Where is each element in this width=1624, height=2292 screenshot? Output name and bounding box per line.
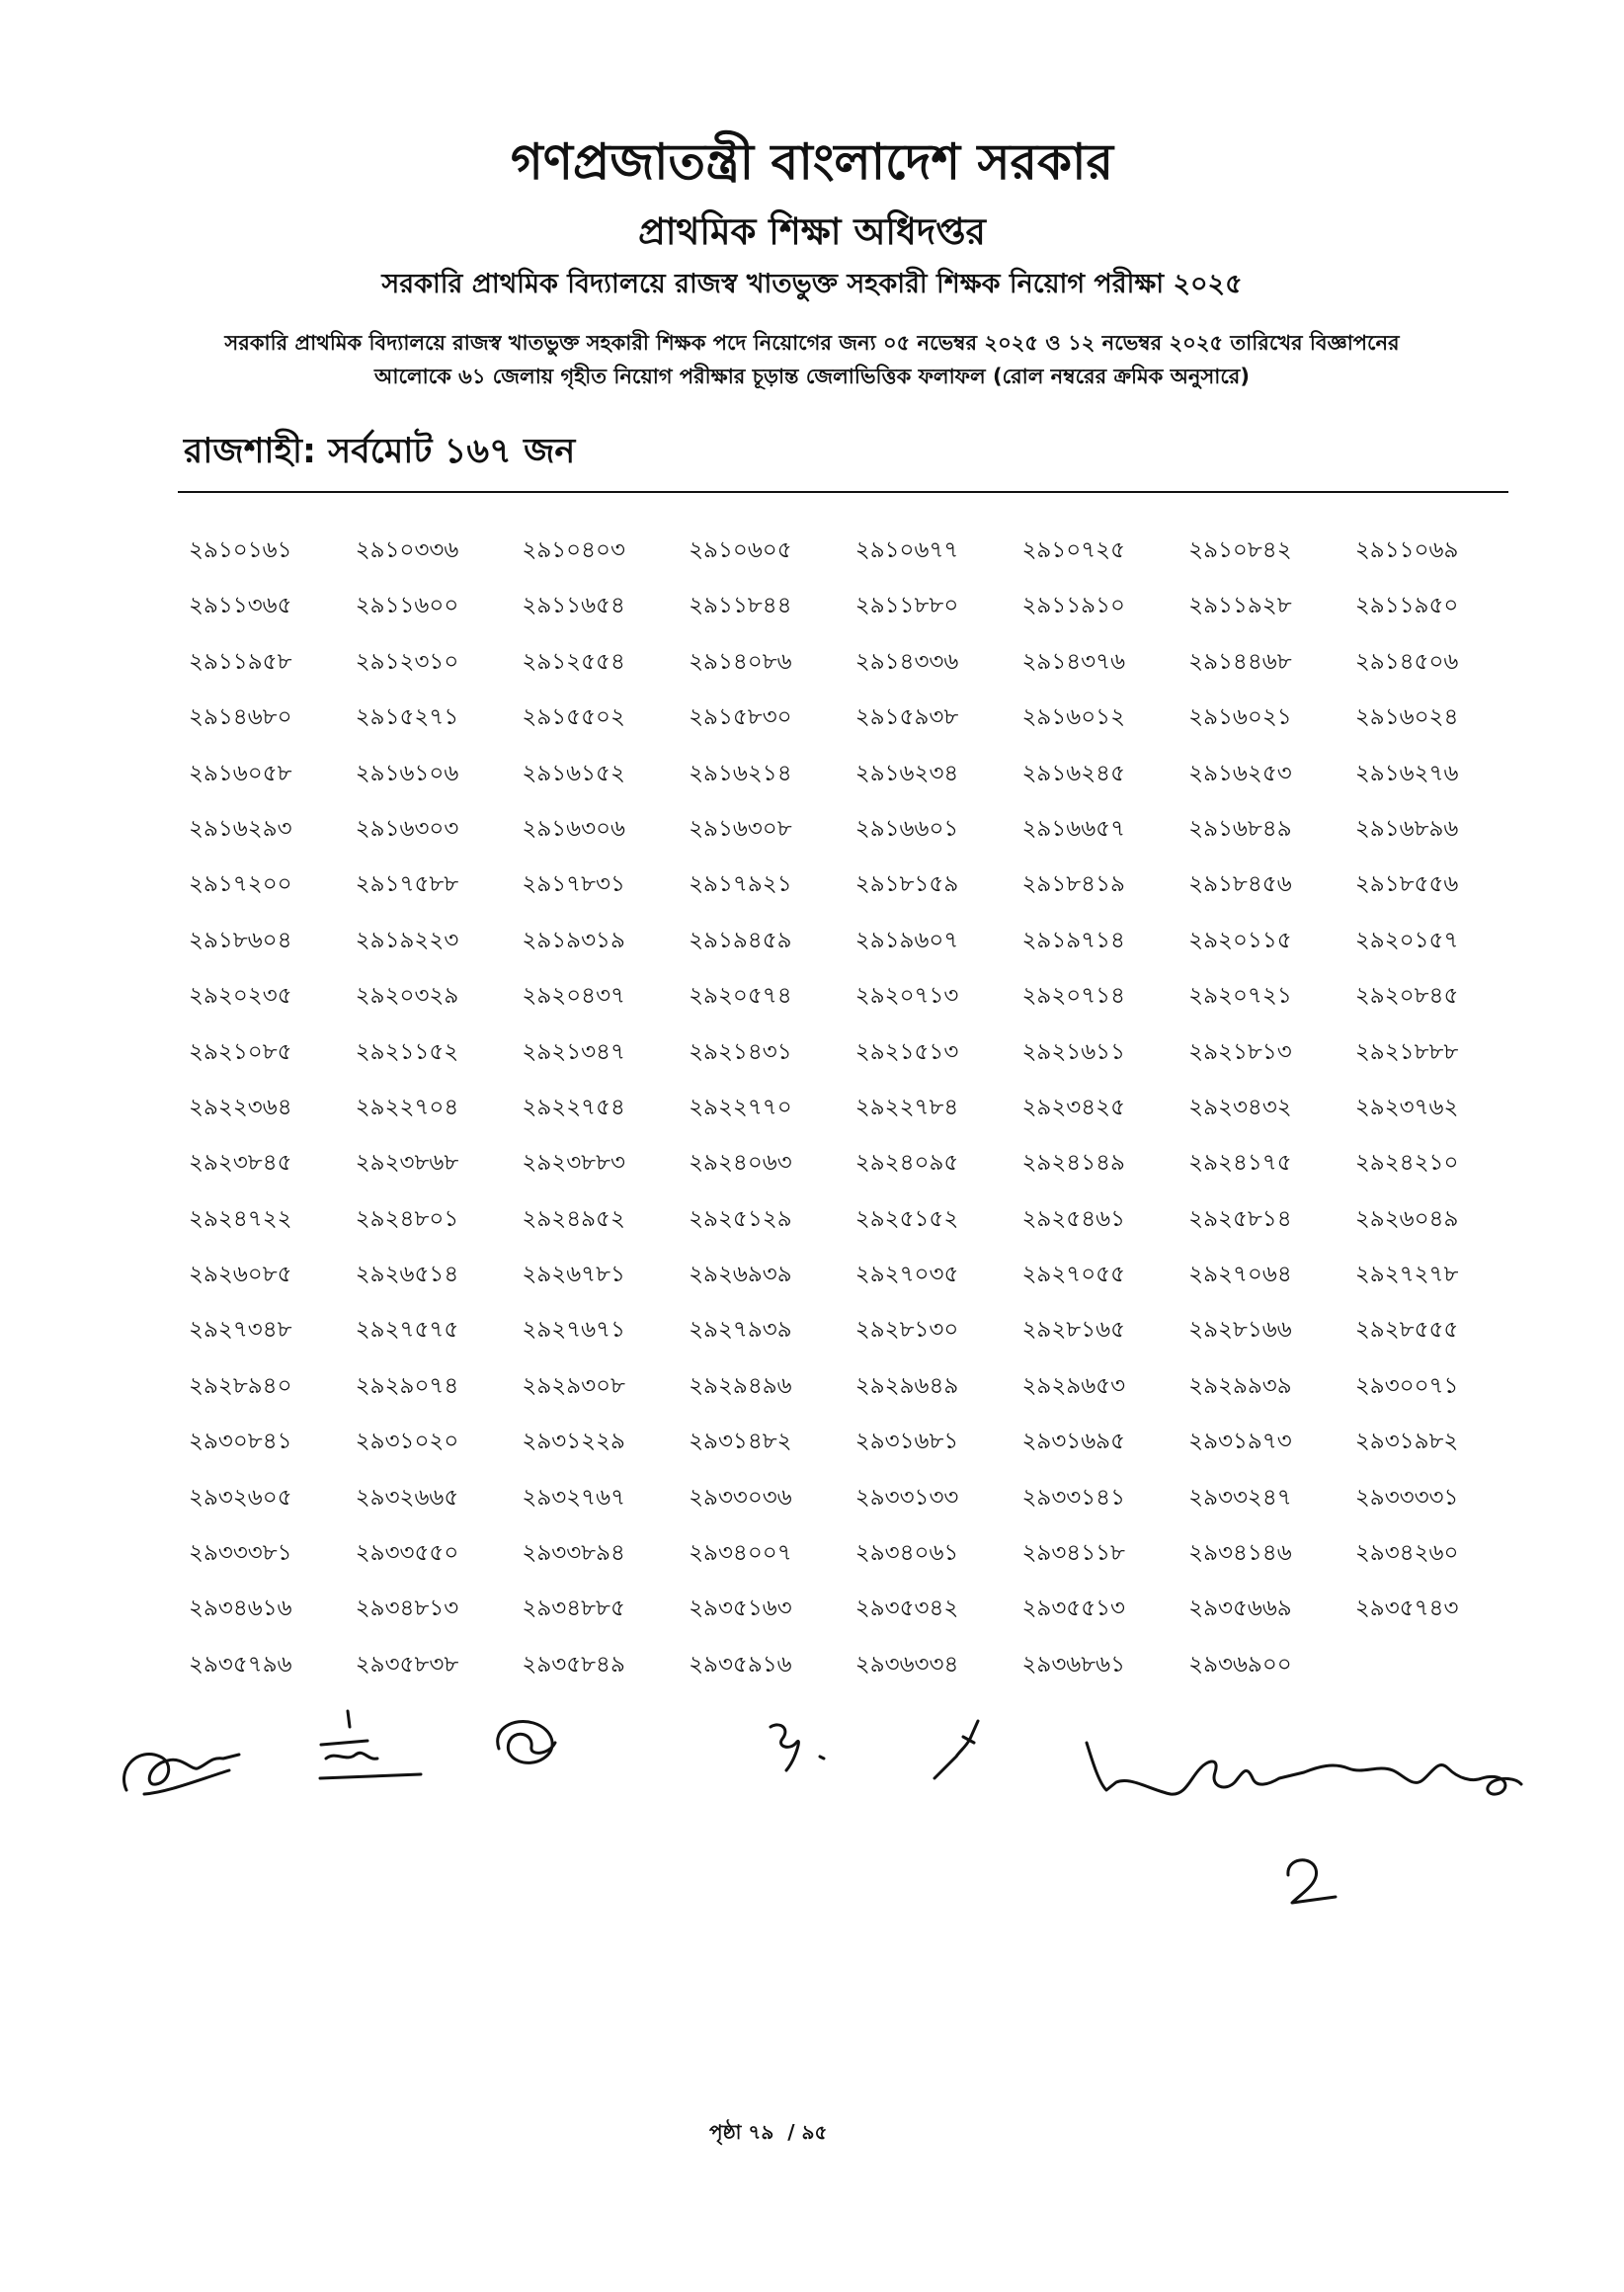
roll-number: ২৯১৬২৯৩	[189, 815, 292, 842]
roll-number: ২৯২৭৫৭৫	[355, 1317, 459, 1344]
roll-number: ২৯৩৩০৩৬	[689, 1484, 792, 1511]
roll-number: ২৯২১০৮৫	[189, 1038, 292, 1065]
roll-number: ২৯২৯৪৯৬	[689, 1372, 792, 1399]
roll-number: ২৯২১৪৩১	[689, 1038, 792, 1065]
roll-number: ২৯১০৭২৫	[1021, 537, 1126, 563]
roll-number: ২৯২৮১৬৬	[1188, 1317, 1292, 1344]
roll-number: ২৯২৩৪২৫	[1021, 1094, 1126, 1120]
roll-number: ২৯১৪৫০৬	[1354, 648, 1459, 675]
roll-number: ২৯১৬১০৬	[355, 760, 459, 786]
exam-title: সরকারি প্রাথমিক বিদ্যালয়ে রাজস্ব খাতভুক্ত সহকারী শিক্ষক নিয়োগ পরীক্ষা ২০২৫	[381, 269, 1243, 299]
roll-number: ২৯১৬৩০৩	[355, 815, 459, 842]
roll-number: ২৯১৪০৮৬	[689, 648, 792, 675]
signature-3	[498, 1721, 555, 1762]
roll-number: ২৯১৮১৫৯	[854, 871, 959, 898]
roll-number: ২৯৩৫৯১৬	[689, 1651, 792, 1678]
roll-number: ২৯২০৪৩৭	[522, 983, 625, 1010]
roll-number: ২৯২৪২১০	[1354, 1150, 1459, 1177]
roll-row	[189, 690, 1522, 745]
roll-number: ২৯১৬২৪৫	[1021, 760, 1125, 786]
roll-number: ২৯১১৬৫৪	[522, 593, 625, 619]
signatures	[0, 1699, 1624, 1926]
roll-number: ২৯৩৩২৪৭	[1188, 1484, 1292, 1511]
roll-number: ২৯২০৭২১	[1188, 983, 1292, 1010]
roll-number: ২৯৩৪৮১৩	[355, 1596, 459, 1622]
roll-number: ২৯৩৩৫৫০	[355, 1540, 459, 1567]
roll-row	[189, 1581, 1522, 1636]
roll-number: ২৯১১৯২৮	[1188, 593, 1292, 619]
roll-number: ২৯২৫১৫২	[854, 1205, 959, 1232]
roll-number: ২৯১৫৫০২	[522, 704, 625, 731]
roll-number: ২৯১২৩১০	[355, 648, 459, 675]
roll-number: ২৯৩১৪৮২	[689, 1429, 792, 1455]
roll-number: ২৯২০২৩৫	[189, 983, 292, 1010]
roll-number: ২৯১৬১৫২	[522, 760, 625, 786]
roll-number: ২৯২৭৩৪৮	[189, 1317, 292, 1344]
roll-number: ২৯১৬৬৫৭	[1021, 815, 1126, 842]
roll-number: ২৯৩২৬৬৫	[355, 1484, 459, 1511]
roll-number: ২৯৩৪০০৭	[689, 1540, 792, 1567]
roll-number: ২৯২৭০৩৫	[854, 1262, 959, 1288]
roll-number: ২৯২৩৮৮৩	[522, 1150, 625, 1177]
roll-number: ২৯২৩৮৪৫	[189, 1150, 292, 1177]
roll-number: ২৯৩১৬৯৫	[1021, 1429, 1125, 1455]
roll-row	[189, 523, 1522, 578]
roll-number: ২৯১৬২৫৩	[1188, 760, 1292, 786]
roll-row	[189, 1191, 1522, 1247]
roll-number: ২৯১৬৩০৬	[522, 815, 625, 842]
roll-number: ২৯৩৫৭৪৩	[1354, 1596, 1459, 1622]
roll-number: ২৯১৬০৫৮	[189, 760, 292, 786]
roll-row	[189, 1135, 1522, 1190]
roll-row	[189, 1024, 1522, 1080]
roll-number: ২৯৩১০২০	[355, 1429, 459, 1455]
roll-number: ২৯২০৮৪৫	[1354, 983, 1459, 1010]
roll-number: ২৯২৯০৭৪	[355, 1372, 459, 1399]
roll-row	[189, 1414, 1522, 1469]
directorate-title: প্রাথমিক শিক্ষা অধিদপ্তর	[638, 210, 986, 253]
roll-number: ২৯৩৫৮৪৯	[522, 1651, 625, 1678]
roll-number: ২৯১৭৮৩১	[522, 871, 625, 898]
roll-number: ২৯১৬২৭৬	[1354, 760, 1459, 786]
roll-number: ২৯৩৬৩৩৪	[854, 1651, 959, 1678]
roll-number: ২৯২৫৪৬১	[1021, 1205, 1125, 1232]
roll-number: ২৯২৫৮১৪	[1188, 1205, 1292, 1232]
roll-number: ২৯১৬৬০১	[854, 815, 959, 842]
roll-number: ২৯১৬০২১	[1188, 704, 1292, 731]
roll-number: ২৯১৬৮৪৯	[1188, 815, 1292, 842]
roll-number: ২৯১৪৬৮০	[189, 704, 292, 731]
government-title: গণপ্রজাতন্ত্রী বাংলাদেশ সরকার	[511, 133, 1113, 191]
roll-number: ২৯২৪০৬৩	[689, 1150, 792, 1177]
roll-number: ২৯২৭০৬৪	[1188, 1262, 1292, 1288]
roll-number: ২৯২০৫৭৪	[689, 983, 792, 1010]
roll-number: ২৯৩৫৮৩৮	[355, 1651, 459, 1678]
roll-number: ২৯৩৫৫১৩	[1021, 1596, 1125, 1622]
roll-number: ২৯১৪৩৭৬	[1021, 648, 1126, 675]
roll-number: ২৯১৬২১৪	[689, 760, 792, 786]
roll-number: ২৯২৬৫১৪	[355, 1262, 459, 1288]
roll-number: ২৯৩৫৩৪২	[854, 1596, 959, 1622]
roll-number: ২৯২৭৬৭১	[522, 1317, 625, 1344]
roll-number: ২৯২২৭৮৪	[854, 1094, 959, 1120]
roll-number: ২৯২২৭০৪	[355, 1094, 459, 1120]
roll-number: ২৯১৭৯২১	[689, 871, 792, 898]
roll-number: ২৯১১৯১০	[1021, 593, 1125, 619]
roll-number: ২৯৩৩৩৮১	[189, 1540, 292, 1567]
roll-number: ২৯২১৫১৩	[854, 1038, 959, 1065]
roll-number: ২৯১৮৪১৯	[1021, 871, 1125, 898]
roll-number: ২৯৩০০৭১	[1354, 1372, 1459, 1399]
roll-number: ২৯৩১২২৯	[522, 1429, 625, 1455]
roll-number: ২৯২৯৬৪৯	[854, 1372, 959, 1399]
roll-row	[189, 1358, 1522, 1414]
roll-number: ২৯২১৮৮৮	[1354, 1038, 1459, 1065]
roll-number: ২৯২২৭৭০	[689, 1094, 792, 1120]
roll-number: ২৯২৪৯৫২	[522, 1205, 625, 1232]
roll-number: ২৯১১৬০০	[355, 593, 459, 619]
roll-number: ২৯২৩৮৬৮	[355, 1150, 459, 1177]
roll-number: ২৯২০৭১৩	[854, 983, 959, 1010]
roll-number: ২৯৩৪৬১৬	[189, 1596, 292, 1622]
roll-row	[189, 1525, 1522, 1581]
roll-number: ২৯১৬০১২	[1021, 704, 1126, 731]
roll-number: ২৯১৮৪৫৬	[1188, 871, 1292, 898]
roll-number: ২৯২০৭১৪	[1021, 983, 1126, 1010]
roll-number: ২৯২৭০৫৫	[1021, 1262, 1126, 1288]
roll-number: ২৯২৯৬৫৩	[1021, 1372, 1126, 1399]
roll-row	[189, 746, 1522, 801]
roll-number: ২৯১৯৪৫৯	[689, 927, 792, 953]
roll-number: ২৯৩৪১৪৬	[1188, 1540, 1292, 1567]
roll-number: ২৯১৮৬০৪	[189, 927, 292, 953]
roll-number: ২৯২২৭৫৪	[522, 1094, 625, 1120]
signature-6	[1087, 1743, 1521, 1903]
roll-number: ২৯৩৬৮৬১	[1021, 1651, 1126, 1678]
roll-number: ২৯১০৬০৫	[689, 537, 792, 563]
roll-number: ২৯৩৫১৬৩	[689, 1596, 792, 1622]
roll-number: ২৯৩৩৩৩১	[1354, 1484, 1459, 1511]
roll-number: ২৯১৭৫৮৮	[355, 871, 459, 898]
roll-number: ২৯৩৪২৬০	[1354, 1540, 1459, 1567]
roll-number: ২৯১৯৭১৪	[1021, 927, 1125, 953]
district-heading: রাজশাহী: সর্বমোট ১৬৭ জন	[184, 432, 576, 471]
roll-number: ২৯১৯৩১৯	[522, 927, 625, 953]
roll-number: ২৯১৭২০০	[189, 871, 292, 898]
roll-row	[189, 801, 1522, 857]
roll-number: ২৯৩৬৯০০	[1188, 1651, 1292, 1678]
roll-number: ২৯২৪৮০১	[355, 1205, 459, 1232]
roll-number: ২৯২১৮১৩	[1188, 1038, 1292, 1065]
page-number: পৃষ্ঠা ৭৯ / ৯৫	[709, 2120, 828, 2144]
roll-number: ২৯১৬০২৪	[1354, 704, 1459, 731]
roll-number: ২৯২০১১৫	[1188, 927, 1292, 953]
roll-number: ২৯২৬০৪৯	[1354, 1205, 1459, 1232]
roll-number: ২৯৩১৯৮২	[1354, 1429, 1459, 1455]
roll-number: ২৯১৪৩৩৬	[854, 648, 959, 675]
roll-number: ২৯২৮১৩০	[854, 1317, 959, 1344]
roll-row	[189, 968, 1522, 1023]
roll-number: ২৯২৩৭৬২	[1354, 1094, 1459, 1120]
roll-row	[189, 578, 1522, 633]
roll-number: ২৯৩৫৬৬৯	[1188, 1596, 1292, 1622]
roll-number: ২৯২১৬১১	[1021, 1038, 1125, 1065]
roll-number: ২৯১৬৩০৮	[689, 815, 792, 842]
signature-1	[124, 1755, 239, 1794]
heading-divider	[178, 491, 1508, 493]
roll-number: ২৯২৪১৪৯	[1021, 1150, 1125, 1177]
roll-number: ২৯২১১৫২	[355, 1038, 459, 1065]
roll-number: ২৯১০৪০৩	[522, 537, 625, 563]
notice-line-2: আলোকে ৬১ জেলায় গৃহীত নিয়োগ পরীক্ষার চূড়ান্ত জেলাভিত্তিক ফলাফল (রোল নম্বরের ক্রমিক অনুসারে)	[374, 365, 1250, 388]
roll-number: ২৯৩২৬০৫	[189, 1484, 292, 1511]
roll-number: ২৯২৮১৬৫	[1021, 1317, 1125, 1344]
roll-number: ২৯১১০৬৯	[1354, 537, 1459, 563]
notice-line-1: সরকারি প্রাথমিক বিদ্যালয়ে রাজস্ব খাতভুক্ত সহকারী শিক্ষক পদে নিয়োগের জন্য ০৫ নভেম্বর ২০২৫ ও ১২ নভেম্বর ২০২৫ তারিখের বিজ্ঞাপনের	[224, 331, 1400, 355]
roll-number: ২৯১৫৮৩০	[689, 704, 792, 731]
roll-number: ২৯২৫১২৯	[689, 1205, 792, 1232]
roll-number: ২৯২০১৫৭	[1354, 927, 1459, 953]
roll-number: ২৯১০৮৪২	[1188, 537, 1292, 563]
roll-number: ২৯২২৩৬৪	[189, 1094, 292, 1120]
roll-number: ২৯১০৩৩৬	[355, 537, 459, 563]
roll-number: ২৯৩৪১১৮	[1021, 1540, 1125, 1567]
roll-number: ২৯৩৩৮৯৪	[522, 1540, 625, 1567]
roll-number: ২৯১১৯৫০	[1354, 593, 1459, 619]
roll-number: ২৯২৬৭৮১	[522, 1262, 625, 1288]
roll-number: ২৯২৮৫৫৫	[1354, 1317, 1459, 1344]
roll-number: ২৯১০১৬১	[189, 537, 292, 563]
roll-number: ২৯১৪৪৬৮	[1188, 648, 1292, 675]
signature-2	[320, 1711, 421, 1778]
roll-number: ২৯২৭৯৩৯	[689, 1317, 792, 1344]
roll-row	[189, 857, 1522, 912]
roll-number: ২৯২৩৪৩২	[1188, 1094, 1292, 1120]
signature-5	[934, 1721, 978, 1778]
roll-row	[189, 1302, 1522, 1357]
roll-number: ২৯৩১৯৭৩	[1188, 1429, 1292, 1455]
roll-number: ২৯১০৬৭৭	[854, 537, 959, 563]
roll-number: ২৯২৯৯৩৯	[1188, 1372, 1292, 1399]
roll-number: ২৯২১৩৪৭	[522, 1038, 625, 1065]
roll-number: ২৯১৫৯৩৮	[854, 704, 959, 731]
roll-number: ২৯২৪০৯৫	[854, 1150, 959, 1177]
roll-row	[189, 1080, 1522, 1135]
roll-number: ২৯১১৯৫৮	[189, 648, 292, 675]
roll-row	[189, 634, 1522, 690]
roll-number: ২৯১১৩৬৫	[189, 593, 292, 619]
roll-number: ২৯৩১৬৮১	[854, 1429, 959, 1455]
signature-4	[771, 1725, 824, 1770]
roll-row	[189, 913, 1522, 968]
roll-row	[189, 1247, 1522, 1302]
roll-number: ২৯১৯৬০৭	[854, 927, 959, 953]
roll-number: ২৯৩৪৮৮৫	[522, 1596, 625, 1622]
roll-number: ২৯২৬৯৩৯	[689, 1262, 792, 1288]
roll-number: ২৯২৬০৮৫	[189, 1262, 292, 1288]
roll-number: ২৯৩৪০৬১	[854, 1540, 959, 1567]
roll-number: ২৯১২৫৫৪	[522, 648, 625, 675]
roll-number: ২৯২৯৩০৮	[522, 1372, 625, 1399]
roll-number: ২৯১৯২২৩	[355, 927, 459, 953]
roll-number: ২৯২৭২৭৮	[1354, 1262, 1459, 1288]
roll-number: ২৯১৫২৭১	[355, 704, 459, 731]
roll-number: ২৯৩০৮৪১	[189, 1429, 292, 1455]
roll-number: ২৯১৬২৩৪	[854, 760, 959, 786]
roll-number: ২৯৩৫৭৯৬	[189, 1651, 292, 1678]
roll-number: ২৯১১৮৪৪	[689, 593, 792, 619]
roll-number: ২৯৩৩১৩৩	[854, 1484, 959, 1511]
roll-number: ২৯১৬৮৯৬	[1354, 815, 1459, 842]
roll-number: ২৯৩৩১৪১	[1021, 1484, 1125, 1511]
roll-number-grid	[189, 523, 1522, 1692]
roll-number: ২৯১৮৫৫৬	[1354, 871, 1459, 898]
roll-number: ২৯২০৩২৯	[355, 983, 459, 1010]
roll-row	[189, 1637, 1522, 1692]
roll-number: ২৯২৮৯৪০	[189, 1372, 292, 1399]
roll-row	[189, 1470, 1522, 1525]
roll-number: ২৯২৪৭২২	[189, 1205, 292, 1232]
roll-number: ২৯৩২৭৬৭	[522, 1484, 626, 1511]
roll-number: ২৯১১৮৮০	[854, 593, 959, 619]
roll-number: ২৯২৪১৭৫	[1188, 1150, 1292, 1177]
